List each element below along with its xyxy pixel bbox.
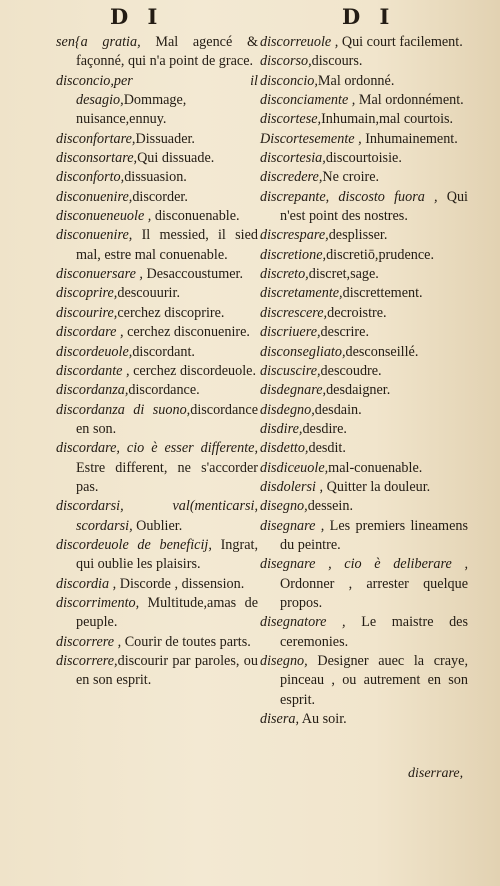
entry-headword: discorrere , [56,633,122,650]
header-right: D I [342,4,396,29]
dictionary-entry [260,517,468,556]
entry-headword: disdolersi , [260,478,324,495]
entry-headword: discuscire, [260,362,321,379]
dictionary-entry [260,401,468,420]
dictionary-entry [56,284,258,303]
dictionary-entry [56,594,258,633]
dictionary-entry [56,343,258,362]
entry-headword: discourire, [56,304,118,321]
entry-headword: disegno, [260,498,308,515]
entry-headword: discorrere, [56,653,118,669]
entry-definition: Il messied, il sied mal, estre mal conuenable. [76,227,258,263]
entry-headword: discoprire, [56,285,118,302]
entry-headword: disegnare , cio è deliberare , [260,556,468,573]
entry-definition: Inhumain,mal courtois. [321,111,454,128]
dictionary-entry [260,439,468,458]
entry-headword: disconfortare, [56,130,136,147]
dictionary-entry [260,149,468,168]
dictionary-entry [260,555,468,613]
entry-definition: decroistre. [327,304,387,321]
entry-headword: discortesia, [260,150,326,167]
dictionary-entry [260,110,468,129]
dictionary-entry [260,265,468,284]
entry-definition: Dommage, nuisance,ennuy. [76,92,187,128]
entry-headword: disera, [260,711,300,728]
dictionary-entry [56,304,258,323]
entry-headword: sen{a gratia, [56,34,141,50]
dictionary-entry [260,478,468,497]
entry-headword: disconcio, [260,72,318,89]
dictionary-entry [56,33,258,72]
dictionary-entry [260,246,468,265]
entry-headword: discorso, [260,53,312,70]
entry-definition: discorder. [132,188,188,205]
entry-definition: Multitude,amas de peuple. [76,594,258,631]
entry-definition: Mal agencé & façonné, qui n'a point de grace. [76,34,258,70]
entry-headword: discordanza di suono, [56,401,191,418]
entry-definition: dissuasion. [124,169,187,186]
entry-definition: desdain. [314,401,362,418]
entry-headword: disegnatore , [260,614,346,631]
entry-definition: descrire. [320,324,369,341]
dictionary-entry [56,168,258,187]
entry-headword: disegnare , [260,517,325,534]
dictionary-entry [260,497,468,516]
entry-definition: descouurir. [117,285,180,302]
catchword: diserrare, [408,766,464,781]
dictionary-entry [260,459,468,478]
entry-definition: dessein. [307,498,354,515]
entry-definition: cerchez disconuenire. [123,324,250,341]
entry-definition: discrettement. [342,285,423,302]
entry-headword: discordeuole, [56,343,133,360]
entry-definition: discret,sage. [308,266,379,283]
entry-definition: descoudre. [320,362,382,379]
entry-definition: Courir de toutes parts. [121,633,251,650]
left-column [56,33,258,691]
entry-headword: disegno, [260,653,308,669]
entry-definition: Ordonner , arrester quelque propos. [280,575,468,611]
entry-headword: discrescere, [260,304,328,321]
dictionary-entry [56,381,258,400]
entry-headword: disconuenire, [56,227,133,244]
entry-definition: Le maistre des ceremonies. [280,614,469,650]
dictionary-entry [260,652,468,710]
dictionary-entry [260,91,468,110]
entry-definition: cerchez discoprire. [117,304,225,321]
entry-headword: discordeuole de beneficij, [56,536,212,553]
entry-definition: Oublier. [132,517,183,534]
dictionary-entry [56,633,258,652]
entry-definition: discordance. [128,382,200,399]
entry-headword: discordante , [56,362,130,379]
entry-definition: Qui n'est point des nostres. [280,188,469,225]
entry-definition: mal-conuenable. [328,459,423,476]
entry-definition: desplisser. [328,227,388,244]
dictionary-entry [56,188,258,207]
dictionary-entry [260,613,468,652]
dictionary-entry [56,575,258,594]
entry-headword: discrespare, [260,227,329,244]
dictionary-entry [56,72,258,130]
entry-headword: discriuere, [260,324,321,341]
entry-definition: cerchez discordeuole. [129,362,256,379]
entry-headword: discordarsi, val(menticarsi, scordarsi, [56,498,258,534]
entry-headword: discortese, [260,111,322,128]
dictionary-entry [260,33,468,52]
entry-definition: desconseillé. [345,343,419,360]
dictionary-entry [56,401,258,440]
dictionary-entry [260,323,468,342]
right-column [260,33,468,729]
entry-definition: disconuenable. [151,208,240,225]
entry-definition: discordant. [132,343,195,360]
dictionary-entry [56,497,258,536]
entry-headword: disconsortare, [56,150,138,167]
entry-definition: discourtoisie. [325,150,402,167]
entry-headword: disconsegliato, [260,343,346,360]
entry-headword: disdiceuole, [260,459,329,476]
entry-definition: Inhumainement. [361,130,458,147]
entry-headword: disdire, [260,420,303,437]
dictionary-entry [260,381,468,400]
entry-definition: discourir par paroles, ou en son esprit. [76,653,258,689]
entry-definition: Les premiers lineamens du peintre. [280,517,468,553]
dictionary-entry [56,149,258,168]
dictionary-entry [260,343,468,362]
entry-headword: disconuenire, [56,188,133,205]
entry-definition: Qui court facilement. [338,34,463,50]
entry-headword: disconueneuole , [56,208,152,225]
entry-headword: discordanza, [56,382,129,399]
entry-headword: discretione, [260,246,327,263]
entry-definition: discours. [311,53,363,70]
running-header [0,4,500,29]
entry-headword: Discortesemente , [260,130,362,147]
entry-headword: discordare, cio è esser differente, [56,440,258,457]
dictionary-entry [56,439,258,497]
entry-definition: Qui dissuade. [137,150,215,167]
entry-definition: Ingrat, qui oublie les plaisirs. [76,536,258,573]
dictionary-entry [260,130,468,149]
dictionary-entry [260,710,468,729]
entry-headword: disdetto, [260,440,309,457]
dictionary-entry [56,226,258,265]
dictionary-entry [260,304,468,323]
entry-headword: discrepante, discosto fuora , [260,188,438,205]
entry-definition: Discorde , dissension. [116,575,245,592]
dictionary-entry [56,207,258,226]
dictionary-entry [260,284,468,303]
entry-definition: Desaccoustumer. [142,266,244,283]
entry-headword: disconciamente , [260,92,356,109]
dictionary-entry [56,652,258,691]
dictionary-entry [56,323,258,342]
dictionary-entry [260,362,468,381]
entry-headword: discorreuole , [260,34,339,50]
entry-definition: Mal ordonné. [317,72,395,89]
entry-headword: disconuersare , [56,266,143,283]
entry-headword: discredere, [260,169,323,186]
dictionary-entry [260,226,468,245]
dictionary-entry [260,168,468,187]
entry-definition: discretiō,prudence. [326,246,434,263]
dictionary-entry [260,188,468,227]
dictionary-entry [56,536,258,575]
entry-headword: discreto, [260,266,309,283]
entry-definition: Mal ordonnément. [355,92,464,109]
entry-definition: discordance en son. [76,401,258,437]
entry-definition: Quitter la douleur. [323,478,431,495]
entry-definition: Designer auec la craye, pinceau , ou autrement en son esprit. [280,653,468,708]
header-left: D I [110,4,164,29]
entry-definition: desdire. [302,420,347,437]
dictionary-entry [56,362,258,381]
entry-headword: discorrimento, [56,594,140,611]
entry-headword: disdegnare, [260,382,327,399]
entry-definition: Dissuader. [135,130,195,147]
entry-definition: desdit. [308,440,346,457]
entry-definition: Ne croire. [322,169,380,186]
entry-headword: discretamente, [260,285,343,302]
dictionary-entry [260,72,468,91]
entry-definition: Au soir. [299,711,347,728]
entry-definition: Estre different, ne s'accorder pas. [76,459,258,495]
entry-headword: disdegno, [260,401,315,418]
dictionary-entry [260,52,468,71]
entry-headword: disconcio,per il desagio, [56,72,258,109]
entry-headword: discordia , [56,575,117,592]
entry-headword: discordare , [56,324,124,341]
dictionary-entry [56,130,258,149]
dictionary-entry [56,265,258,284]
entry-headword: disconforto, [56,169,125,186]
dictionary-entry [260,420,468,439]
entry-definition: desdaigner. [326,382,391,399]
